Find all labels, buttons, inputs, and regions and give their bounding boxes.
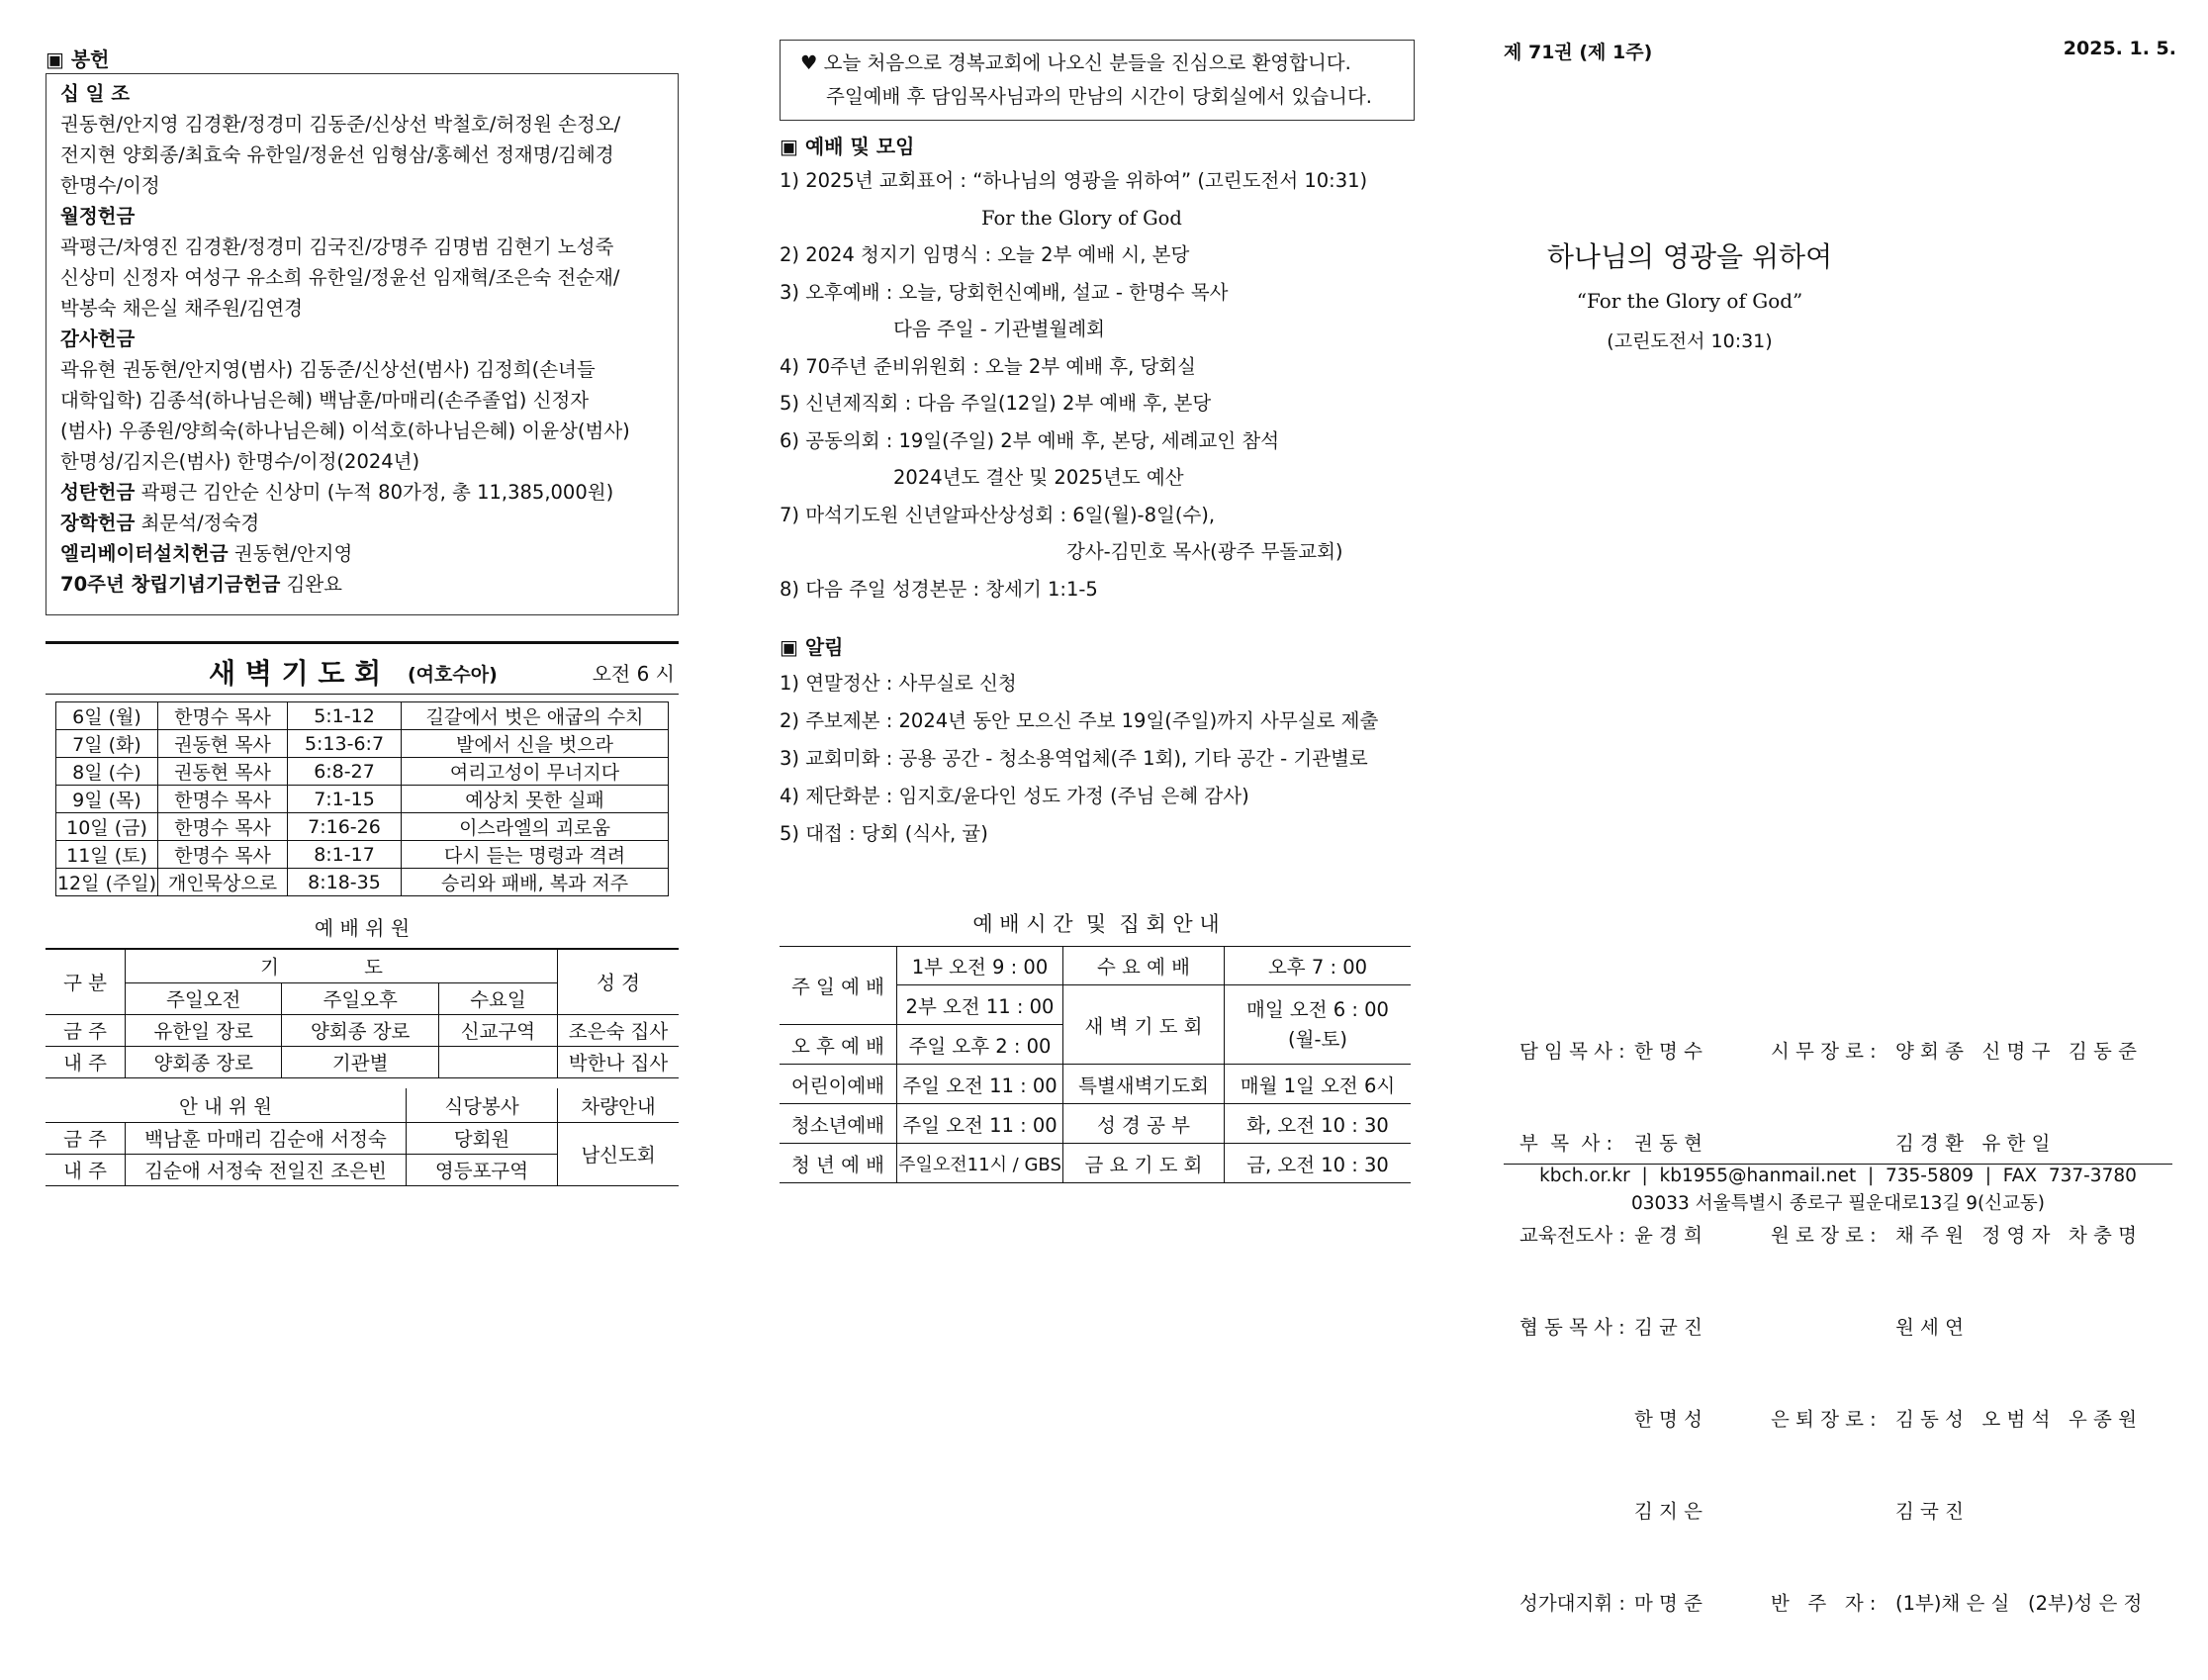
- dawn-leader: 권동현 목사: [158, 758, 288, 786]
- dawn-title-cell: 예상치 못한 실패: [402, 786, 669, 813]
- dawn-day: 9일 (목): [56, 786, 158, 813]
- young-label: 청 년 예 배: [780, 1144, 897, 1183]
- welcome-line1: ♥ 오늘 처음으로 경복교회에 나오신 분들을 진심으로 환영합니다.: [800, 51, 1351, 74]
- dawn-text: 6:8-27: [288, 758, 402, 786]
- h-scripture: 성 경: [558, 949, 680, 1014]
- bible-label: 성 경 공 부: [1063, 1104, 1225, 1144]
- h-car: 차량안내: [581, 1094, 656, 1118]
- schedule-table: [780, 946, 1411, 1183]
- worship-item: 6) 공동의회 : 19일(주일) 2부 예배 후, 본당, 세례교인 참석: [780, 428, 1280, 452]
- dawn-row: [56, 841, 669, 869]
- elevator-text: 권동현/안지영: [233, 542, 353, 565]
- guide-cell: 백남훈 마매리 김순애 서정숙: [126, 1122, 407, 1154]
- h-gubun: 구 분: [46, 949, 126, 1014]
- special-label: 특별새벽기도회: [1063, 1065, 1225, 1104]
- motto-en: “For the Glory of God”: [1576, 289, 1803, 313]
- tithe-line: 권동현/안지영 김경환/정경미 김동준/신상선 박철호/허정원 손정오/: [60, 113, 621, 136]
- staff-name: 윤 경 희: [1634, 1224, 1702, 1247]
- staff-role: 원 로 장 로 :: [1771, 1224, 1877, 1247]
- tithe-line: 전지현 양회종/최효숙 유한일/정윤선 임형삼/홍혜선 정재명/김혜경: [60, 143, 614, 166]
- monthly-line: 박봉숙 채은실 채주원/김연경: [60, 297, 304, 320]
- staff-role: 부 목 사 :: [1519, 1132, 1613, 1155]
- dawn-row: [56, 813, 669, 841]
- meal-cell: 당회원: [407, 1122, 558, 1154]
- staff-name: 원 세 연: [1895, 1316, 1964, 1339]
- staff-name: 김 균 진: [1634, 1316, 1702, 1339]
- fri-time: 금, 오전 10 : 30: [1246, 1153, 1389, 1176]
- staff-name: 한 명 성: [1634, 1408, 1702, 1431]
- offering-box: [46, 73, 679, 615]
- staff-name: 김 동 성 오 범 석 우 종 원: [1895, 1408, 2137, 1431]
- pm-time: 주일 오후 2 : 00: [897, 1025, 1063, 1065]
- dawn-row: [56, 702, 669, 730]
- week-cell: 내 주: [46, 1154, 126, 1185]
- dawn-day: 6일 (월): [56, 702, 158, 730]
- wed-cell: 신교구역: [438, 1014, 557, 1046]
- youth-label: 청소년예배: [780, 1104, 897, 1144]
- dawn-day: 8일 (수): [56, 758, 158, 786]
- staff-name: 김 국 진: [1895, 1500, 1964, 1523]
- staff-name: 권 동 현: [1634, 1132, 1702, 1155]
- notice-item: 5) 대접 : 당회 (식사, 귤): [780, 822, 988, 845]
- h-sun-pm: 주일오후: [282, 982, 438, 1014]
- worship-item: 다음 주일 - 기관별월례회: [893, 318, 1106, 340]
- car-cell: 남신도회: [581, 1144, 656, 1167]
- schedule-title: 예 배 시 간 및 집 회 안 내: [972, 912, 1220, 936]
- dawn-day: 10일 (금): [56, 813, 158, 841]
- wed-label: 수 요 예 배: [1063, 947, 1225, 985]
- worship-item: 8) 다음 주일 성경본문 : 창세기 1:1-5: [780, 577, 1098, 601]
- scholar-text: 최문석/정숙경: [140, 512, 260, 534]
- staff-role: 반 주 자 :: [1771, 1592, 1877, 1615]
- special-time: 매월 1일 오전 6시: [1225, 1065, 1412, 1104]
- sun-am-cell: 유한일 장로: [126, 1014, 282, 1046]
- h-prayer: 기 도: [126, 949, 558, 982]
- worship-heading: ▣ 예배 및 모임: [780, 135, 915, 158]
- scripture-cell: 조은숙 집사: [568, 1020, 669, 1043]
- dawn-time1: 매일 오전 6 : 00: [1246, 997, 1389, 1021]
- week-cell: 금 주: [46, 1122, 126, 1154]
- dawn-title-cell: 이스라엘의 괴로움: [402, 813, 669, 841]
- dawn-row: [56, 758, 669, 786]
- dawn-label: 새 벽 기 도 회: [1063, 985, 1225, 1065]
- dawn-time: 오전 6 시: [592, 662, 675, 686]
- worship-item: 3) 오후예배 : 오늘, 당회헌신예배, 설교 - 한명수 목사: [780, 280, 1229, 304]
- dawn-table: [55, 701, 669, 896]
- bible-time: 화, 오전 10 : 30: [1225, 1104, 1412, 1144]
- dawn-day: 12일 (주일): [56, 869, 158, 896]
- wed-cell: [438, 1046, 557, 1077]
- staff-role: 성가대지휘 :: [1519, 1592, 1625, 1615]
- contact: kbch.or.kr | kb1955@hanmail.net | 735-5809 | FAX 737-3780: [1539, 1166, 2137, 1186]
- tithe-line: 한명수/이정: [60, 174, 160, 197]
- anniv-title: 70주년 창립기념기금헌금: [60, 573, 281, 596]
- staff-name: (1부)채 은 실 (2부)성 은 정: [1895, 1592, 2143, 1615]
- dawn-prayer: [46, 641, 679, 894]
- thanks-line: 곽유현 권동현/안지영(범사) 김동준/신상선(범사) 김정희(손녀들: [60, 358, 596, 381]
- worship-item: 1) 2025년 교회표어 : “하나님의 영광을 위하여” (고린도전서 10:31): [780, 169, 1368, 192]
- dawn-leader: 개인묵상으로: [158, 869, 288, 896]
- dawn-title-cell: 길갈에서 벗은 애굽의 수치: [402, 702, 669, 730]
- dawn-row: [56, 730, 669, 758]
- fri-label: 금 요 기 도 회: [1063, 1144, 1225, 1183]
- thanks-line: 한명성/김지은(범사) 한명수/이정(2024년): [60, 450, 420, 473]
- dawn-leader: 한명수 목사: [158, 813, 288, 841]
- staff-left: [1519, 975, 1702, 1680]
- christmas-text: 곽평근 김안순 신상미 (누적 80가정, 총 11,385,000원): [140, 481, 614, 504]
- worship-item: 강사-김민호 목사(광주 무돌교회): [1066, 540, 1343, 563]
- dawn-row: [56, 869, 669, 896]
- dawn-text: 5:13-6:7: [288, 730, 402, 758]
- staff-name: 양 회 종 신 명 구 김 동 준: [1895, 1040, 2137, 1063]
- week-cell: 내 주: [46, 1046, 126, 1077]
- welcome-box: [780, 40, 1415, 121]
- sunday-1: 1부 오전 9 : 00: [897, 947, 1063, 985]
- dawn-text: 7:16-26: [288, 813, 402, 841]
- notice-item: 1) 연말정산 : 사무실로 신청: [780, 672, 1017, 695]
- dawn-time2: (월-토): [1288, 1027, 1347, 1051]
- kids-time: 주일 오전 11 : 00: [897, 1065, 1063, 1104]
- dawn-day: 11일 (토): [56, 841, 158, 869]
- monthly-line: 신상미 신정자 여성구 유소희 유한일/정윤선 임재혁/조은숙 전순재/: [60, 266, 620, 289]
- dawn-leader: 한명수 목사: [158, 702, 288, 730]
- dawn-title-sub: (여호수아): [408, 664, 498, 686]
- dawn-text: 5:1-12: [288, 702, 402, 730]
- staff-role: 담 임 목 사 :: [1519, 1040, 1625, 1063]
- sunday-label: 주 일 예 배: [780, 947, 897, 1025]
- staff-right: [1771, 975, 2142, 1680]
- christmas-title: 성탄헌금: [60, 481, 136, 504]
- motto-ref: (고린도전서 10:31): [1607, 330, 1773, 352]
- wed-time: 오후 7 : 00: [1225, 947, 1412, 985]
- worship-item: 5) 신년제직회 : 다음 주일(12일) 2부 예배 후, 본당: [780, 392, 1212, 415]
- h-meal: 식당봉사: [407, 1088, 558, 1122]
- staff-name: 마 명 준: [1634, 1592, 1702, 1615]
- staff-role: 교육전도사 :: [1519, 1224, 1625, 1247]
- motto: 하나님의 영광을 위하여: [1546, 240, 1833, 273]
- worship-list: [780, 162, 1419, 607]
- notice-item: 2) 주보제본 : 2024년 동안 모으신 주보 19일(주일)까지 사무실로 제출: [780, 709, 1379, 732]
- address: 03033 서울특별시 종로구 필운대로13길 9(신교동): [1630, 1193, 2046, 1214]
- worship-staff-title: 예 배 위 원: [314, 916, 411, 940]
- volume: 제 71권 (제 1주): [1504, 42, 1653, 63]
- dawn-title-cell: 다시 듣는 명령과 격려: [402, 841, 669, 869]
- offering-heading: ▣ 봉헌: [46, 47, 110, 71]
- h-wed: 수요일: [438, 982, 557, 1014]
- dawn-title-cell: 승리와 패배, 복과 저주: [402, 869, 669, 896]
- worship-staff-table: [46, 948, 679, 1078]
- meal-cell: 영등포구역: [407, 1154, 558, 1185]
- notice-list: [780, 665, 1419, 853]
- monthly-line: 곽평근/차영진 김경환/정경미 김국진/강명주 김명범 김현기 노성죽: [60, 235, 614, 258]
- week-cell: 금 주: [46, 1014, 126, 1046]
- staff-name: 한 명 수: [1634, 1040, 1702, 1063]
- worship-item: 4) 70주년 준비위원회 : 오늘 2부 예배 후, 당회실: [780, 354, 1196, 378]
- footer-rule: [1504, 1164, 2172, 1165]
- h-sun-am: 주일오전: [126, 982, 282, 1014]
- pm-label: 오 후 예 배: [780, 1025, 897, 1065]
- staff-name: 김 지 은: [1634, 1500, 1702, 1523]
- kids-label: 어린이예배: [780, 1065, 897, 1104]
- dawn-text: 8:1-17: [288, 841, 402, 869]
- date: 2025. 1. 5.: [2063, 38, 2176, 59]
- tithe-title: 십 일 조: [60, 82, 131, 105]
- guide-cell: 김순애 서정숙 전일진 조은빈: [126, 1154, 407, 1185]
- notice-heading: ▣ 알림: [780, 635, 844, 659]
- sun-pm-cell: 기관별: [282, 1046, 438, 1077]
- scholar-title: 장학헌금: [60, 512, 136, 534]
- notice-item: 3) 교회미화 : 공용 공간 - 청소용역업체(주 1회), 기타 공간 - 기관별로: [780, 747, 1368, 770]
- guide-table: [46, 1088, 679, 1186]
- sunday-2: 2부 오전 11 : 00: [897, 985, 1063, 1025]
- youth-time: 주일 오전 11 : 00: [897, 1104, 1063, 1144]
- dawn-text: 8:18-35: [288, 869, 402, 896]
- dawn-leader: 권동현 목사: [158, 730, 288, 758]
- staff-role: 은 퇴 장 로 :: [1771, 1408, 1877, 1431]
- dawn-day: 7일 (화): [56, 730, 158, 758]
- thanks-line: (범사) 우종원/양희숙(하나님은혜) 이석호(하나님은혜) 이윤상(범사): [60, 420, 630, 442]
- young-time: 주일오전11시 / GBS: [897, 1144, 1063, 1183]
- worship-item: 2024년도 결산 및 2025년도 예산: [893, 466, 1184, 489]
- h-guide: 안 내 위 원: [46, 1088, 407, 1122]
- dawn-text: 7:1-15: [288, 786, 402, 813]
- staff-role: 시 무 장 로 :: [1771, 1040, 1877, 1063]
- dawn-leader: 한명수 목사: [158, 841, 288, 869]
- dawn-row: [56, 786, 669, 813]
- dawn-title-cell: 여리고성이 무너지다: [402, 758, 669, 786]
- worship-item: For the Glory of God: [981, 206, 1182, 230]
- staff-role: 협 동 목 사 :: [1519, 1316, 1625, 1339]
- worship-item: 2) 2024 청지기 임명식 : 오늘 2부 예배 시, 본당: [780, 243, 1190, 266]
- dawn-leader: 한명수 목사: [158, 786, 288, 813]
- worship-item: 7) 마석기도원 신년알파산상성회 : 6일(월)-8일(수),: [780, 503, 1216, 526]
- sun-pm-cell: 양회종 장로: [282, 1014, 438, 1046]
- elevator-title: 엘리베이터설치헌금: [60, 542, 229, 565]
- staff-name: 채 주 원 정 영 자 차 충 명: [1895, 1224, 2137, 1247]
- notice-item: 4) 제단화분 : 임지호/윤다인 성도 가정 (주님 은혜 감사): [780, 785, 1249, 807]
- monthly-title: 월정헌금: [60, 205, 136, 228]
- dawn-title-cell: 발에서 신을 벗으라: [402, 730, 669, 758]
- sun-am-cell: 양회종 장로: [126, 1046, 282, 1077]
- dawn-title: 새 벽 기 도 회: [209, 657, 382, 690]
- thanks-title: 감사헌금: [60, 327, 136, 350]
- scripture-cell: 박한나 집사: [568, 1052, 669, 1074]
- welcome-line2: 주일예배 후 담임목사님과의 만남의 시간이 당회실에서 있습니다.: [826, 85, 1372, 108]
- anniv-text: 김완요: [286, 573, 343, 596]
- motto-block: [1531, 235, 1848, 353]
- thanks-line: 대학입학) 김종석(하나님은혜) 백남훈/마매리(손주졸업) 신정자: [60, 389, 590, 412]
- staff-name: 김 경 환 유 한 일: [1895, 1132, 2051, 1155]
